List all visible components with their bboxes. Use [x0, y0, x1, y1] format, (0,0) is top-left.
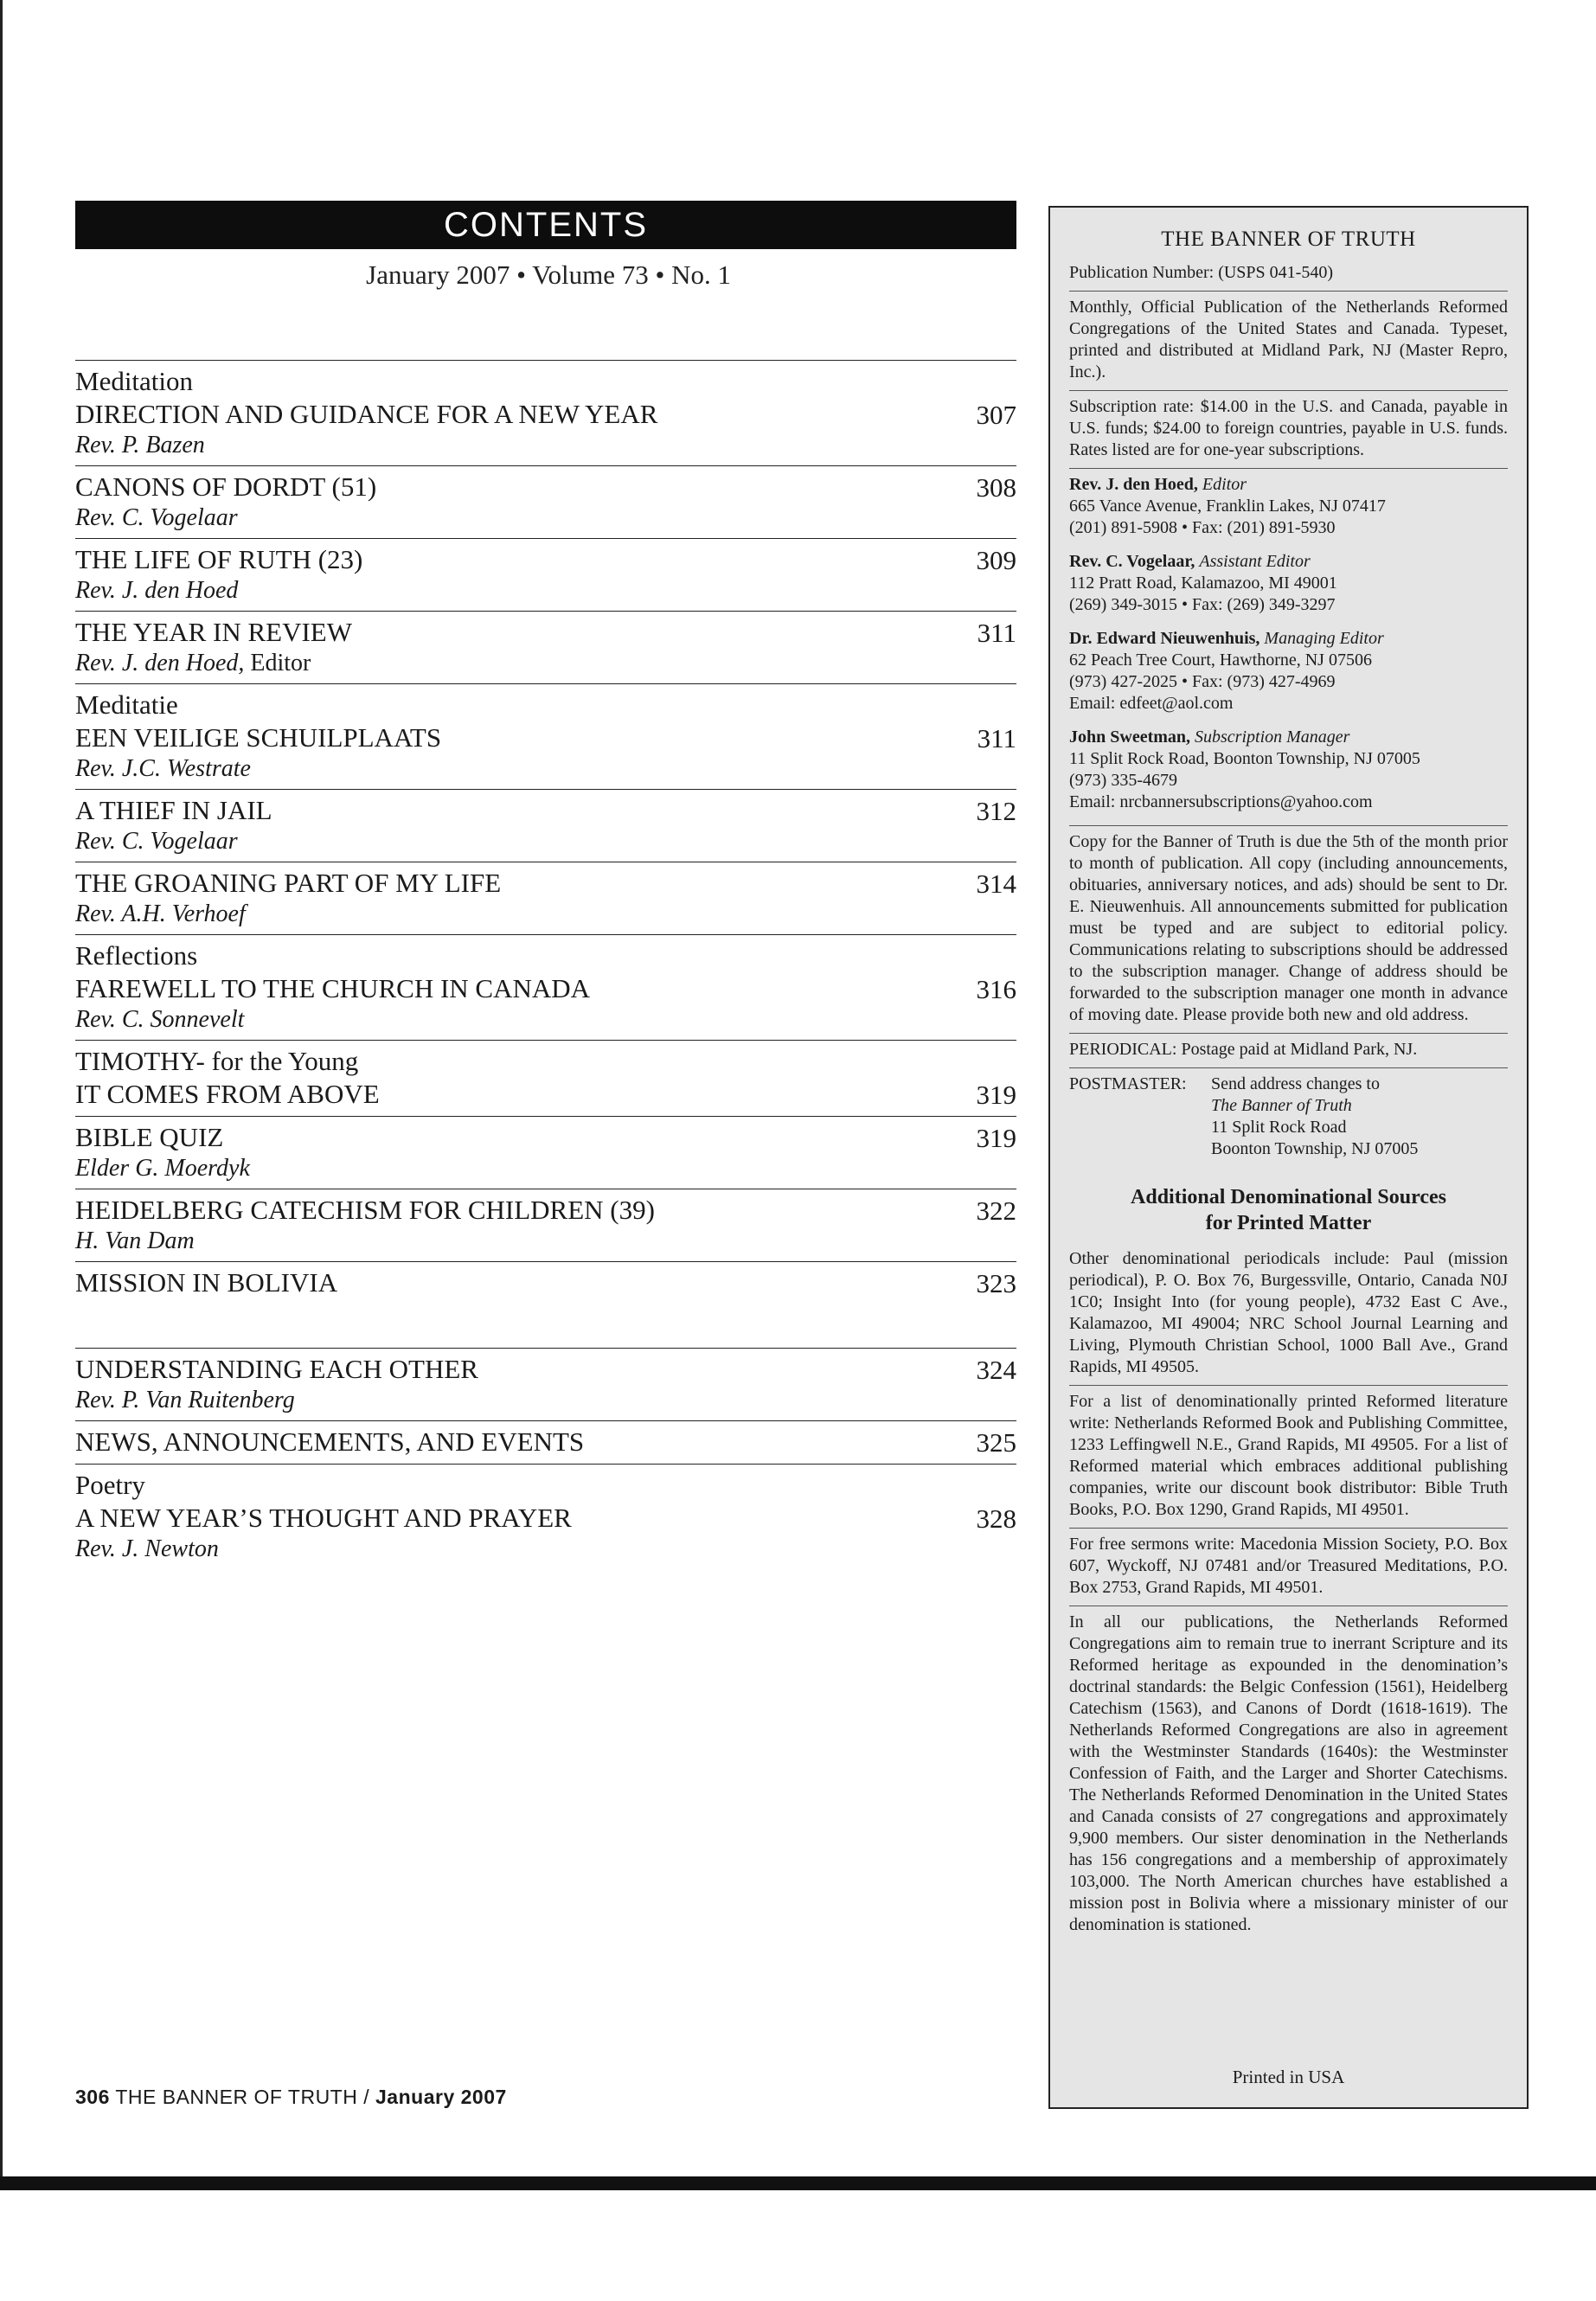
staff-name: Dr. Edward Nieuwenhuis,: [1069, 629, 1260, 648]
toc-page-number: 316: [976, 974, 1016, 1004]
divider: [1069, 1033, 1508, 1034]
staff-name: Rev. J. den Hoed,: [1069, 475, 1198, 494]
toc-page-number: 328: [976, 1503, 1016, 1534]
toc-author: [75, 649, 1016, 678]
toc-title: THE LIFE OF RUTH (23): [75, 544, 363, 574]
toc-author-name: Rev. J. den Hoed,: [75, 650, 245, 676]
postmaster-line: The Banner of Truth: [1211, 1096, 1352, 1115]
staff-contact-line: 62 Peach Tree Court, Hawthorne, NJ 07506: [1069, 651, 1372, 670]
toc-entry: [75, 1464, 1016, 1569]
staff-contact-line: 11 Split Rock Road, Boonton Township, NJ 07005: [1069, 749, 1420, 768]
staff-member: [1069, 474, 1508, 539]
toc-author-name: Rev. P. Van Ruitenberg: [75, 1387, 295, 1413]
toc-author: [75, 1154, 1016, 1183]
toc-title: EEN VEILIGE SCHUILPLAATS: [75, 722, 442, 753]
toc-author: [75, 503, 1016, 533]
toc-author-name: Rev. C. Vogelaar: [75, 828, 238, 855]
toc-section: Reflections: [75, 940, 198, 971]
toc-title: A NEW YEAR’S THOUGHT AND PRAYER: [75, 1503, 572, 1533]
divider: [1069, 390, 1508, 391]
staff-name: Rev. C. Vogelaar,: [1069, 552, 1195, 571]
toc-page-number: 308: [976, 472, 1016, 503]
toc-author-name: Rev. J.C. Westrate: [75, 755, 251, 782]
postmaster-address: [1211, 1074, 1418, 1160]
toc-page-number: 325: [976, 1427, 1016, 1458]
toc-section: Meditation: [75, 366, 194, 396]
toc-page-number: 319: [976, 1123, 1016, 1153]
toc-title: THE YEAR IN REVIEW: [75, 617, 352, 647]
toc-author: [75, 754, 1016, 784]
toc-title: MISSION IN BOLIVIA: [75, 1267, 338, 1298]
staff-role: Assistant Editor: [1199, 552, 1311, 571]
staff-role: Editor: [1202, 475, 1247, 494]
bottom-border-band: [0, 2176, 1596, 2190]
staff-role: Subscription Manager: [1195, 727, 1350, 747]
staff-contact-line: (201) 891-5908 • Fax: (201) 891-5930: [1069, 518, 1336, 537]
toc-title: HEIDELBERG CATECHISM FOR CHILDREN (39): [75, 1195, 655, 1225]
toc-title: A THIEF IN JAIL: [75, 795, 272, 825]
masthead-sidebar: [1048, 206, 1529, 2109]
toc-spacer: [75, 1299, 1016, 1343]
footer-date: January 2007: [375, 2086, 507, 2108]
toc-entry: [75, 538, 1016, 611]
toc-page-number: 312: [976, 796, 1016, 826]
toc-entry: [75, 1040, 1016, 1116]
footer-page-number: 306: [75, 2086, 110, 2108]
toc-page-number: 311: [977, 618, 1016, 648]
toc-entry: [75, 1189, 1016, 1261]
page-footer: [75, 2086, 507, 2109]
publication-description: Monthly, Official Publication of the Netherlands Reformed Congregations of the United States and Canada. Typeset, printed and distributed at Midland Park, NJ (Master Repro, Inc.).: [1069, 298, 1508, 381]
toc-author: [75, 827, 1016, 856]
toc-entry: [75, 465, 1016, 538]
copy-notice: Copy for the Banner of Truth is due the 5th of the month prior to month of publication. All copy (including announcements, obituaries, anniversary notices, and ads) should be sent to Dr. E. Nieuwenhuis. All announcements submitted for publication must be typed and are subject to editorial policy. Communications relating to subscriptions should be addressed to the subscription manager. Change of address should be forwarded to the subscription manager one month in advance of moving date. Please provide both new and old address.: [1069, 832, 1508, 1024]
toc-author: [75, 1005, 1016, 1035]
toc-section: TIMOTHY- for the Young: [75, 1046, 359, 1076]
toc-author: [75, 1535, 1016, 1564]
toc-author: [75, 1386, 1016, 1415]
toc-entry: [75, 1420, 1016, 1464]
sources-periodicals: Other denominational periodicals include: Paul (mission periodical), P. O. Box 76, Burgessville, Ontario, Canada N0J 1C0; Insight Into (for young people), 4732 East C Ave., Kalamazoo, MI 49004; NRC School Journal Learning and Living, Plymouth Christian School, 1000 Ball Ave., Grand Rapids, MI 49505.: [1069, 1249, 1508, 1376]
toc-author-name: H. Van Dam: [75, 1227, 195, 1254]
toc-entry: [75, 683, 1016, 789]
toc-title: UNDERSTANDING EACH OTHER: [75, 1354, 478, 1384]
toc-page-number: 323: [976, 1268, 1016, 1298]
toc-entry: [75, 1116, 1016, 1189]
toc-entry: [75, 611, 1016, 683]
divider: [1069, 1528, 1508, 1529]
printed-in: Printed in USA: [1232, 2067, 1345, 2087]
divider: [1069, 825, 1508, 826]
subscription-rate: Subscription rate: $14.00 in the U.S. and Canada, payable in U.S. funds; $24.00 to foreign countries, payable in U.S. funds. Rates listed are for one-year subscriptions.: [1069, 397, 1508, 459]
toc-page-number: 322: [976, 1195, 1016, 1226]
toc-author: [75, 576, 1016, 606]
toc-author-name: Rev. C. Vogelaar: [75, 504, 238, 531]
sources-heading-line: for Printed Matter: [1205, 1212, 1372, 1234]
staff-contact-line: (973) 335-4679: [1069, 771, 1177, 790]
staff-contact-line: Email: edfeet@aol.com: [1069, 694, 1234, 713]
staff-name: John Sweetman,: [1069, 727, 1191, 747]
toc-author-name: Rev. A.H. Verhoef: [75, 901, 246, 927]
toc-author-name: Rev. C. Sonnevelt: [75, 1006, 245, 1033]
toc-title: FAREWELL TO THE CHURCH IN CANADA: [75, 973, 591, 1003]
postmaster-line: Send address changes to: [1211, 1074, 1380, 1093]
toc-author: [75, 900, 1016, 929]
staff-list: [1069, 474, 1508, 813]
staff-contact-line: 112 Pratt Road, Kalamazoo, MI 49001: [1069, 574, 1337, 593]
toc-author-name: Rev. P. Bazen: [75, 432, 205, 458]
toc-title: NEWS, ANNOUNCEMENTS, AND EVENTS: [75, 1426, 585, 1457]
staff-contact-line: 665 Vance Avenue, Franklin Lakes, NJ 07417: [1069, 497, 1386, 516]
postmaster-line: 11 Split Rock Road: [1211, 1118, 1347, 1137]
contents-column: [75, 201, 1016, 1562]
toc-page-number: 319: [976, 1080, 1016, 1110]
issue-line: January 2007 • Volume 73 • No. 1: [366, 260, 731, 290]
sources-sermons: For free sermons write: Macedonia Mission Society, P.O. Box 607, Wyckoff, NJ 07481 and/or Treasured Meditations, P.O. Box 2753, Grand Rapids, MI 49501.: [1069, 1535, 1508, 1597]
toc-title: BIBLE QUIZ: [75, 1122, 224, 1152]
postmaster-block: [1069, 1074, 1508, 1160]
toc-entry: [75, 1348, 1016, 1420]
staff-member: [1069, 551, 1508, 616]
publication-number: Publication Number: (USPS 041-540): [1069, 263, 1333, 282]
toc-author-name: Rev. J. den Hoed: [75, 577, 239, 604]
toc-section: Meditatie: [75, 689, 178, 720]
divider: [1069, 1067, 1508, 1068]
footer-publication: THE BANNER OF TRUTH: [115, 2086, 358, 2108]
toc-author: [75, 1227, 1016, 1256]
staff-member: [1069, 727, 1508, 813]
periodical-postage: PERIODICAL: Postage paid at Midland Park, NJ.: [1069, 1040, 1418, 1059]
toc-section: Poetry: [75, 1470, 145, 1500]
toc-title: DIRECTION AND GUIDANCE FOR A NEW YEAR: [75, 399, 658, 429]
toc-title: THE GROANING PART OF MY LIFE: [75, 868, 502, 898]
divider: [1069, 468, 1508, 469]
toc-entry: [75, 1261, 1016, 1348]
postmaster-line: Boonton Township, NJ 07005: [1211, 1139, 1419, 1158]
toc-page-number: 307: [976, 400, 1016, 430]
toc-author-name: Rev. J. Newton: [75, 1535, 219, 1562]
toc-page-number: 311: [977, 723, 1016, 753]
toc-title: IT COMES FROM ABOVE: [75, 1079, 380, 1109]
sources-literature: For a list of denominationally printed Reformed literature write: Netherlands Reformed Book and Publishing Committee, 1233 Leffingwell N.E., Grand Rapids, MI 49505. For a list of Reformed material which embraces additional publishing companies, write our discount book distributor: Bible Truth Books, P.O. Box 1290, Grand Rapids, MI 49501.: [1069, 1392, 1508, 1519]
toc-entry: [75, 789, 1016, 862]
toc-entry: [75, 934, 1016, 1040]
postmaster-label: POSTMASTER:: [1069, 1074, 1187, 1093]
toc-author-role: Editor: [244, 650, 311, 676]
masthead-title: THE BANNER OF TRUTH: [1161, 228, 1416, 251]
staff-contact-line: (269) 349-3015 • Fax: (269) 349-3297: [1069, 595, 1336, 614]
contents-header: CONTENTS: [75, 201, 1016, 249]
staff-role: Managing Editor: [1264, 629, 1384, 648]
toc-page-number: 309: [976, 545, 1016, 575]
sources-heading: [1069, 1184, 1508, 1236]
table-of-contents: [75, 360, 1016, 1569]
toc-author-name: Elder G. Moerdyk: [75, 1155, 250, 1182]
toc-page-number: 314: [976, 868, 1016, 899]
divider: [1069, 291, 1508, 292]
sources-heading-line: Additional Denominational Sources: [1131, 1186, 1446, 1208]
toc-author: [75, 431, 1016, 460]
denomination-statement: In all our publications, the Netherlands Reformed Congregations aim to remain true to inerrant Scripture and its Reformed heritage as expounded in the denomination’s doctrinal standards: the Belgic Confession (1561), Heidelberg Catechism (1563), and Canons of Dordt (1618-1619). The Netherlands Reformed Congregations are also in agreement with the Westminster Standards (1640s): the Westminster Confession of Faith, and the Larger and Shorter Catechisms. The Netherlands Reformed Denomination in the United States and Canada consists of 27 congregations and approximately 9,900 members. Our sister denomination in the Netherlands has 156 congregations and a membership of approximately 103,000. The North American churches have established a mission post in Bolivia where a missionary minister of our denomination is stationed.: [1069, 1612, 1508, 1934]
staff-contact-line: Email: nrcbannersubscriptions@yahoo.com: [1069, 792, 1373, 811]
toc-page-number: 324: [976, 1355, 1016, 1385]
toc-title: CANONS OF DORDT (51): [75, 471, 377, 502]
toc-entry: [75, 862, 1016, 934]
left-border-rule: [0, 0, 3, 2180]
staff-contact-line: (973) 427-2025 • Fax: (973) 427-4969: [1069, 672, 1336, 691]
toc-entry: [75, 360, 1016, 465]
staff-member: [1069, 628, 1508, 715]
divider: [1069, 1385, 1508, 1386]
footer-separator: /: [363, 2086, 370, 2108]
